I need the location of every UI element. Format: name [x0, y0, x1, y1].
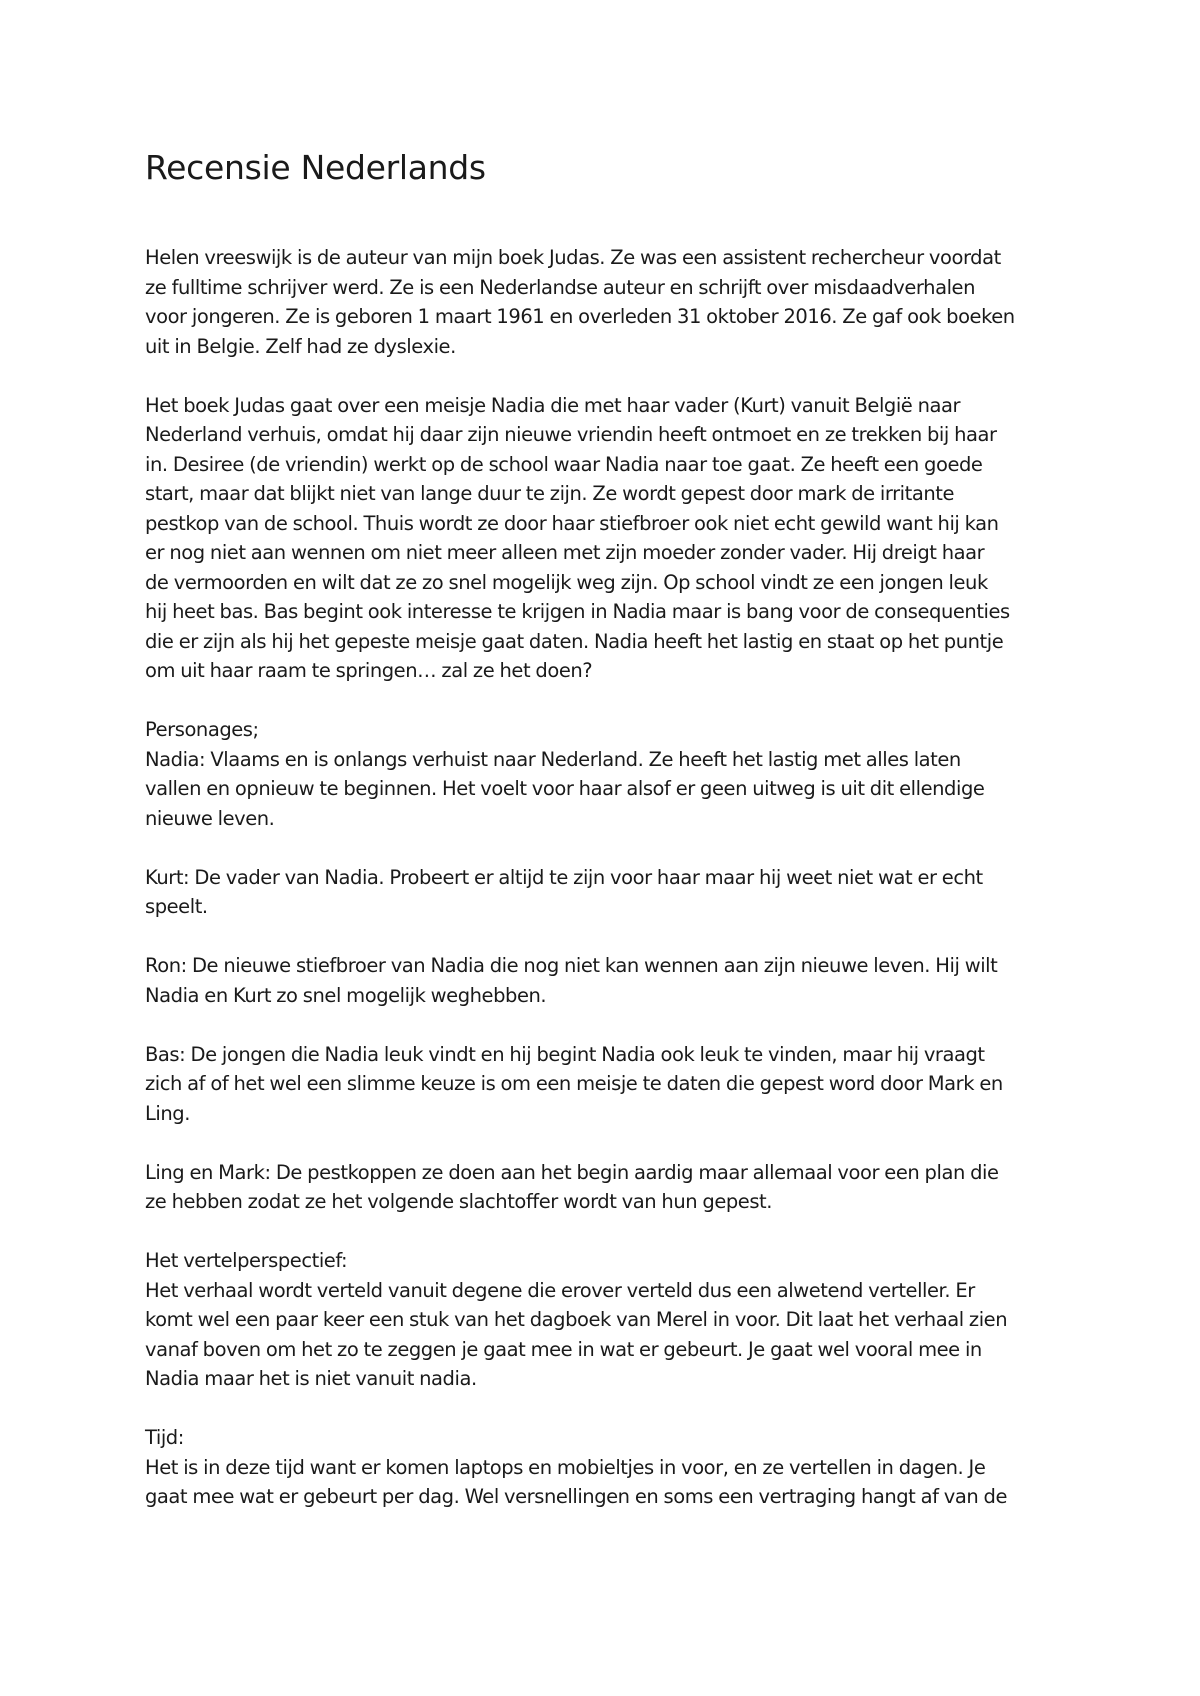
- text-line: pestkop van de school. Thuis wordt ze door haar stiefbroer ook niet echt gewild want hij kan: [145, 511, 999, 535]
- text-line: Bas: De jongen die Nadia leuk vindt en hij begint Nadia ook leuk te vinden, maar hij vraagt: [145, 1042, 985, 1066]
- paragraph: [145, 1423, 1065, 1512]
- text-line: ze fulltime schrijver werd. Ze is een Nederlandse auteur en schrijft over misdaadverhalen: [145, 275, 975, 299]
- text-line: Ron: De nieuwe stiefbroer van Nadia die nog niet kan wennen aan zijn nieuwe leven. Hij wilt: [145, 954, 998, 977]
- text-line: vallen en opnieuw te beginnen. Het voelt voor haar alsof er geen uitweg is uit dit ellendige: [145, 777, 985, 800]
- paragraph: [145, 863, 1065, 922]
- text-line: er nog niet aan wennen om niet meer alleen met zijn moeder zonder vader. Hij dreigt haar: [145, 541, 985, 564]
- paragraph: [145, 1040, 1065, 1129]
- text-line: in. Desiree (de vriendin) werkt op de school waar Nadia naar toe gaat. Ze heeft een goede: [145, 452, 983, 476]
- text-line: start, maar dat blijkt niet van lange duur te zijn. Ze wordt gepest door mark de irritante: [145, 482, 954, 505]
- text-line: Het verhaal wordt verteld vanuit degene die erover verteld dus een alwetend verteller. Er: [145, 1278, 975, 1302]
- paragraph: [145, 243, 1065, 361]
- text-line: die er zijn als hij het gepeste meisje gaat daten. Nadia heeft het lastig en staat op het puntje: [145, 629, 1004, 653]
- text-line: de vermoorden en wilt dat ze zo snel mogelijk weg zijn. Op school vindt ze een jongen leuk: [145, 570, 988, 594]
- text-line: Het is in deze tijd want er komen laptops en mobieltjes in voor, en ze vertellen in dagen. Je: [145, 1455, 986, 1479]
- paragraph: [145, 1158, 1065, 1217]
- text-line: Tijd:: [145, 1426, 184, 1449]
- text-line: hij heet bas. Bas begint ook interesse te krijgen in Nadia maar is bang voor de consequenties: [145, 600, 1010, 623]
- text-line: Kurt: De vader van Nadia. Probeert er altijd te zijn voor haar maar hij weet niet wat er echt: [145, 865, 983, 889]
- text-line: uit in Belgie. Zelf had ze dyslexie.: [145, 334, 456, 358]
- text-line: gaat mee wat er gebeurt per dag. Wel versnellingen en soms een vertraging hangt af van de: [145, 1485, 1008, 1508]
- paragraph: [145, 391, 1065, 686]
- paragraph: [145, 951, 1065, 1010]
- text-line: om uit haar raam te springen… zal ze het doen?: [145, 659, 593, 682]
- text-line: Nadia maar het is niet vanuit nadia.: [145, 1367, 477, 1390]
- text-line: speelt.: [145, 895, 208, 918]
- document-title: Recensie Nederlands: [145, 148, 486, 187]
- text-line: Nederland verhuis, omdat hij daar zijn nieuwe vriendin heeft ontmoet en ze trekken bij haar: [145, 423, 997, 446]
- text-line: Ling en Mark: De pestkoppen ze doen aan het begin aardig maar allemaal voor een plan die: [145, 1160, 999, 1184]
- text-line: Het vertelperspectief:: [145, 1249, 348, 1272]
- text-line: vanaf boven om het zo te zeggen je gaat mee in wat er gebeurt. Je gaat wel vooral mee in: [145, 1337, 982, 1361]
- text-line: ze hebben zodat ze het volgende slachtoffer wordt van hun gepest.: [145, 1190, 772, 1213]
- text-line: zich af of het wel een slimme keuze is om een meisje te daten die gepest word door Mark en: [145, 1072, 1003, 1095]
- text-line: voor jongeren. Ze is geboren 1 maart 1961 en overleden 31 oktober 2016. Ze gaf ook boeken: [145, 305, 1015, 328]
- document-body: [145, 243, 1065, 1541]
- text-line: Helen vreeswijk is de auteur van mijn boek Judas. Ze was een assistent rechercheur voordat: [145, 246, 1001, 269]
- text-line: Nadia en Kurt zo snel mogelijk weghebben.: [145, 983, 547, 1007]
- text-line: komt wel een paar keer een stuk van het dagboek van Merel in voor. Dit laat het verhaal zien: [145, 1308, 1008, 1331]
- text-line: nieuwe leven.: [145, 806, 275, 830]
- paragraph: [145, 1246, 1065, 1394]
- text-line: Ling.: [145, 1101, 190, 1125]
- text-line: Nadia: Vlaams en is onlangs verhuist naar Nederland. Ze heeft het lastig met alles laten: [145, 747, 961, 771]
- paragraph: [145, 715, 1065, 833]
- text-line: Het boek Judas gaat over een meisje Nadia die met haar vader (Kurt) vanuit België naar: [145, 393, 961, 417]
- text-line: Personages;: [145, 718, 259, 741]
